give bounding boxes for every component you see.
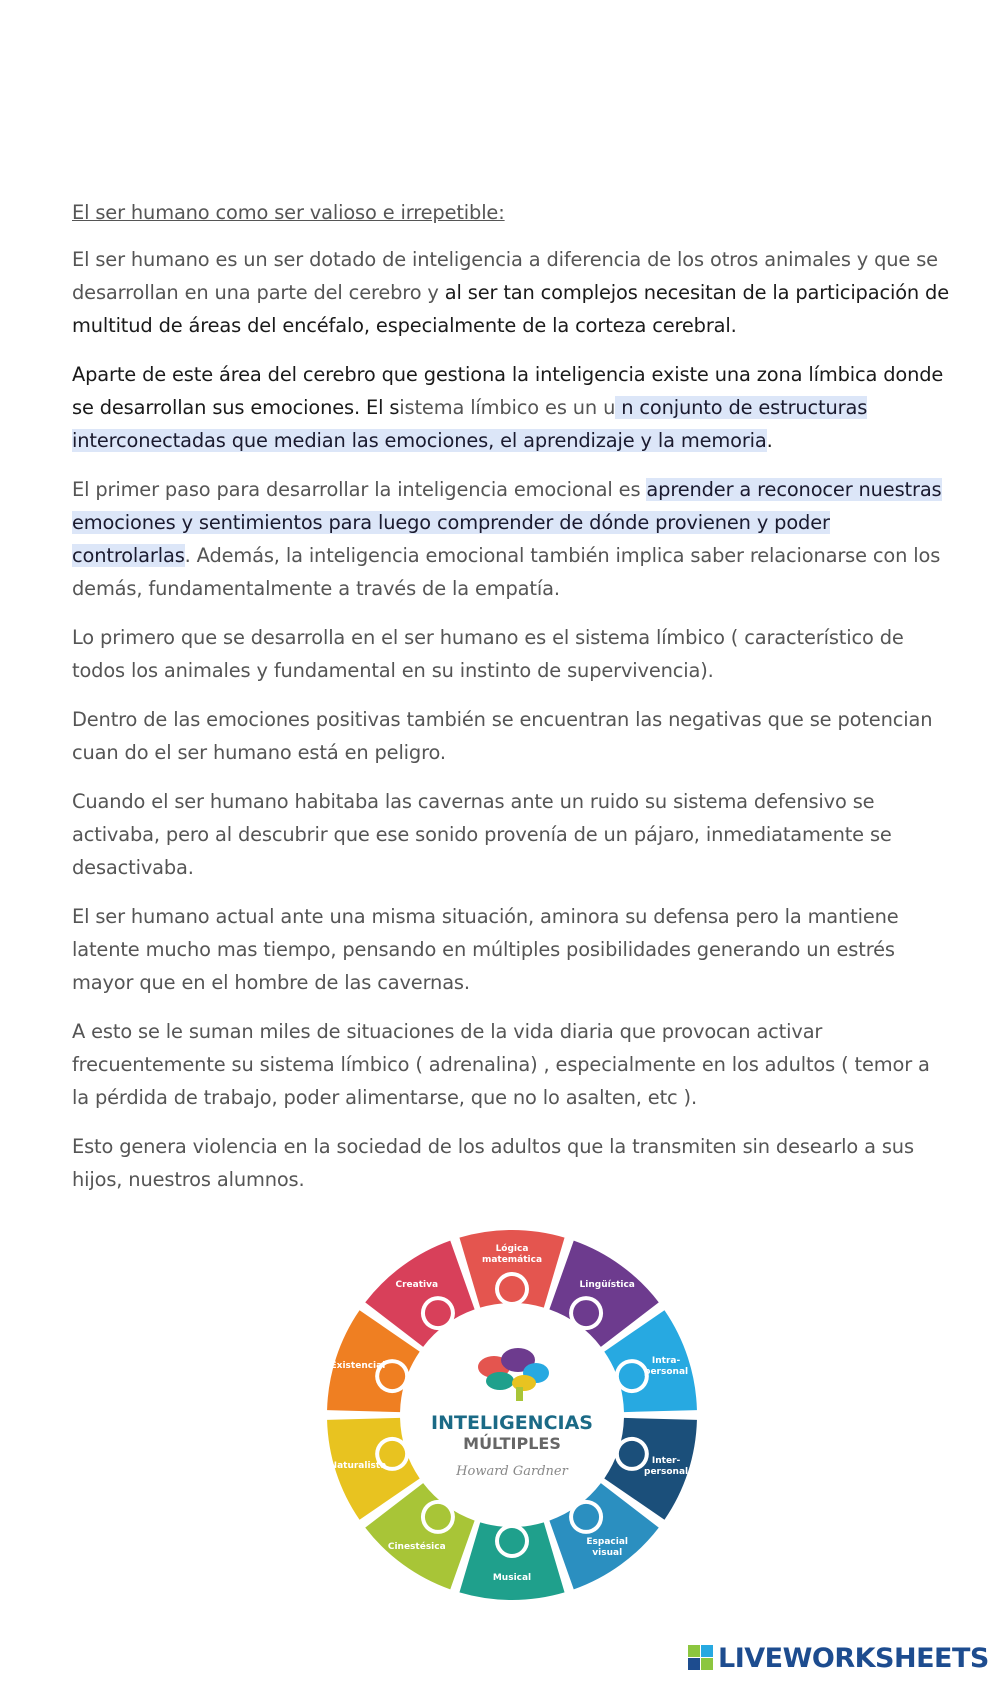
segment-label: Lógica <box>495 1244 529 1254</box>
segment-icon-fill <box>619 1363 645 1389</box>
brand-text: LIVEWORKSHEETS <box>718 1642 989 1674</box>
paragraph-2-part-a: Aparte de este área del cerebro que gestiona la inteligencia existe una zona límbica donde se desarrollan sus emociones. El s <box>72 363 944 419</box>
paragraph-2-part-b: istema límbico es un u <box>399 396 616 419</box>
document-heading: El ser humano como ser valioso e irrepetible: <box>72 201 505 224</box>
segment-label: Musical <box>492 1573 532 1583</box>
paragraph-9: Esto genera violencia en la sociedad de los adultos que la transmiten sin desearlo a sus hijos, nuestros alumnos. <box>72 1135 914 1191</box>
segment-icon-fill <box>425 1504 451 1530</box>
segment-label: Intra- <box>651 1355 681 1366</box>
paragraph-5: Dentro de las emociones positivas también se encuentran las negativas que se potencian cuan do el ser humano está en peligro. <box>72 708 933 764</box>
segment-label: Inter- <box>651 1456 681 1467</box>
paragraph-1 <box>72 243 952 342</box>
segment-label: Creativa <box>395 1279 439 1290</box>
intelligence-wheel <box>322 1225 702 1605</box>
segment-icon-fill <box>425 1300 451 1326</box>
paragraph-8: A esto se le suman miles de situaciones de la vida diaria que provocan activar frecuentemente su sistema límbico ( adrenalina) , especialmente en los adultos ( temor a la pérdida de trabajo, poder alimentarse, que no lo asalten, etc ). <box>72 1020 930 1109</box>
segment-label-line2: visual <box>592 1548 623 1559</box>
segment-icon-fill <box>499 1276 525 1302</box>
liveworksheets-logo-icon <box>688 1643 714 1673</box>
segment-label: Naturalista <box>329 1461 387 1472</box>
paragraph-2-part-d: . <box>766 429 773 452</box>
segment-icon-fill <box>573 1300 599 1326</box>
segment-label: Lingüística <box>579 1279 635 1290</box>
paragraph-2 <box>72 358 952 457</box>
paragraph-1-part-b: al ser tan complejos necesitan de la participación de multitud de áreas del encéfalo, especialmente de la corteza cerebral. <box>72 281 949 337</box>
paragraph-4: Lo primero que se desarrolla en el ser humano es el sistema límbico ( característico de todos los animales y fundamental en su instinto de supervivencia). <box>72 626 904 682</box>
segment-label: Existencial <box>330 1360 386 1371</box>
paragraph-6: Cuando el ser humano habitaba las cavernas ante un ruido su sistema defensivo se activaba, pero al descubrir que ese sonido provenía de un pájaro, inmediatamente se desactivaba. <box>72 790 892 879</box>
paragraph-3-part-c: . Además, la inteligencia emocional también implica saber relacionarse con los demás, fundamentalmente a través de la empatía. <box>72 544 941 600</box>
segment-label-line2: personal <box>644 1467 689 1478</box>
figure-author: Howard Gardner <box>456 1464 568 1479</box>
segment-label: Espacial <box>586 1537 629 1548</box>
segment-label: Cinestésica <box>387 1542 446 1553</box>
segment-icon-fill <box>573 1504 599 1530</box>
document-body <box>72 196 952 1212</box>
paragraph-2-highlight: n conjunto de estructuras interconectadas que median las emociones, el aprendizaje y la memoria <box>72 396 868 452</box>
figure-title-line1: INTELIGENCIAS <box>431 1412 593 1434</box>
segment-icon-fill <box>499 1528 525 1554</box>
paragraph-1-part-a: El ser humano es un ser dotado de inteligencia a diferencia de los otros animales y que se desarrollan en una parte del cerebro y <box>72 248 938 304</box>
multiple-intelligences-figure <box>322 1225 702 1605</box>
paragraph-3-part-a: El primer paso para desarrollar la inteligencia emocional es <box>72 478 647 501</box>
paragraph-3-highlight: aprender a reconocer nuestras emociones y sentimientos para luego comprender de dónde provienen y poder controlarlas <box>72 478 942 567</box>
liveworksheets-brand <box>688 1638 989 1678</box>
segment-label-line2: personal <box>644 1366 689 1377</box>
paragraph-7: El ser humano actual ante una misma situación, aminora su defensa pero la mantiene latente mucho mas tiempo, pensando en múltiples posibilidades generando un estrés mayor que en el hombre de las cavernas. <box>72 905 899 994</box>
paragraph-3 <box>72 473 952 605</box>
segment-label-line2: matemática <box>481 1255 543 1265</box>
figure-title-line2: MÚLTIPLES <box>463 1434 561 1453</box>
segment-icon-fill <box>619 1441 645 1467</box>
